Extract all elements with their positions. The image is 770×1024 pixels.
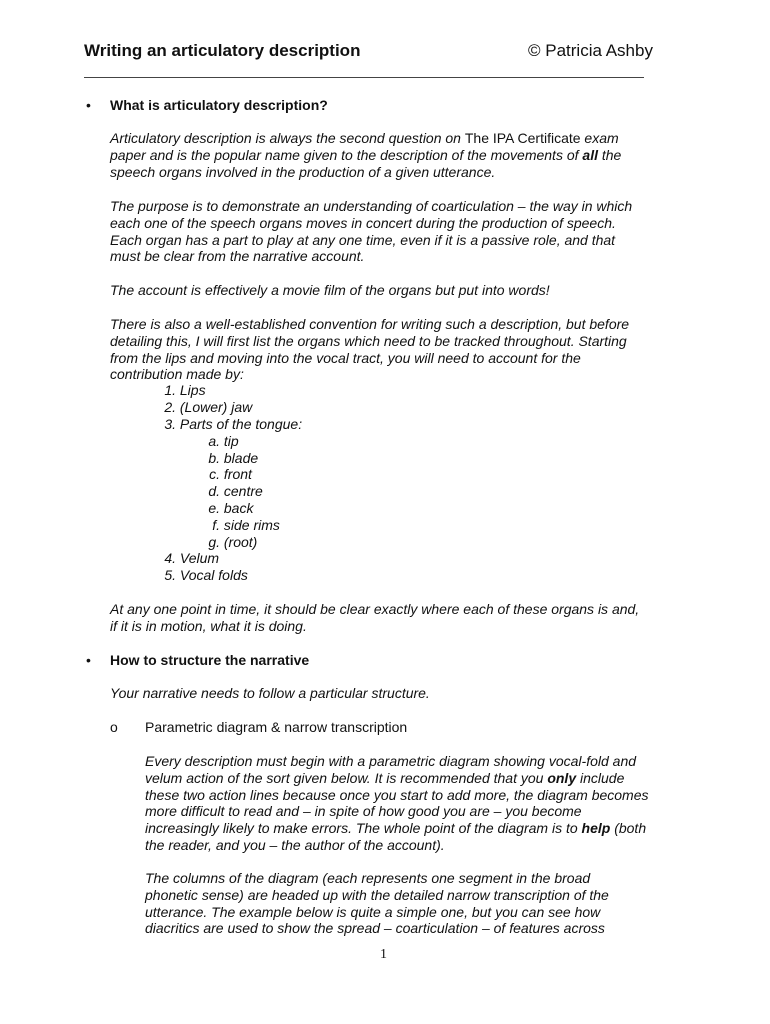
section-1-heading: What is articulatory description? xyxy=(110,97,328,113)
section-1-paragraph-5: At any one point in time, it should be clear exactly where each of these organs is and, if it is in motion, what it is doing. xyxy=(110,601,640,634)
list-item: b. blade xyxy=(208,450,259,466)
list-item: e. back xyxy=(208,500,254,516)
list-item: 3. Parts of the tongue: xyxy=(164,416,303,432)
list-item: 4. Velum xyxy=(164,550,220,566)
bullet-icon: • xyxy=(86,652,91,668)
page-number: 1 xyxy=(380,947,387,962)
sub-bullet-icon: o xyxy=(110,719,118,735)
list-item: g. (root) xyxy=(208,534,258,550)
header-title: Writing an articulatory description xyxy=(84,41,361,60)
section-1-paragraph-1: Articulatory description is always the second question on The IPA Certificate exam paper and is the popular name given to the description of the movements of all the speech organs involved in the production of a given utterance. xyxy=(110,130,622,180)
header-rule xyxy=(84,77,644,78)
subsection-heading: Parametric diagram & narrow transcription xyxy=(145,719,408,735)
list-item: 5. Vocal folds xyxy=(164,567,248,583)
section-2-intro: Your narrative needs to follow a particular structure. xyxy=(110,685,430,701)
header-copyright: © Patricia Ashby xyxy=(528,41,653,60)
list-item: d. centre xyxy=(208,483,263,499)
section-1-paragraph-2: The purpose is to demonstrate an understanding of coarticulation – the way in which each one of the speech organs moves in concert during the production of speech. Each organ has a part to play at any one time, even if it is a passive role, and that must be clear from the narrative account. xyxy=(110,198,633,265)
bullet-icon: • xyxy=(86,97,91,113)
section-1-paragraph-4: There is also a well-established convention for writing such a description, but before detailing this, I will first list the organs which need to be tracked throughout. Starting from the lips and moving into the vocal tract, you will need to account for the contribution made by: xyxy=(110,316,630,383)
list-item: f. side rims xyxy=(212,517,280,533)
section-2-paragraph-2: The columns of the diagram (each represents one segment in the broad phonetic sense) are headed up with the detailed narrow transcription of the utterance. The example below is quite a simple one, but you can see how diacritics are used to show the spread – coarticulation – of features across xyxy=(145,870,609,937)
list-item: c. front xyxy=(209,466,252,482)
section-1-paragraph-3: The account is effectively a movie film of the organs but put into words! xyxy=(110,282,550,298)
section-2-heading: How to structure the narrative xyxy=(110,652,310,668)
list-item: 2. (Lower) jaw xyxy=(164,399,253,415)
section-2-paragraph-1: Every description must begin with a parametric diagram showing vocal-fold and velum action of the sort given below. It is recommended that you only include these two action lines because once you start to add more, the diagram becomes more difficult to read and – in spite of how good you are – you become increasingly likely to make errors. The whole point of the diagram is to help (both the reader, and you – the author of the account). xyxy=(145,753,649,853)
list-item: 1. Lips xyxy=(164,382,206,398)
list-item: a. tip xyxy=(208,433,239,449)
